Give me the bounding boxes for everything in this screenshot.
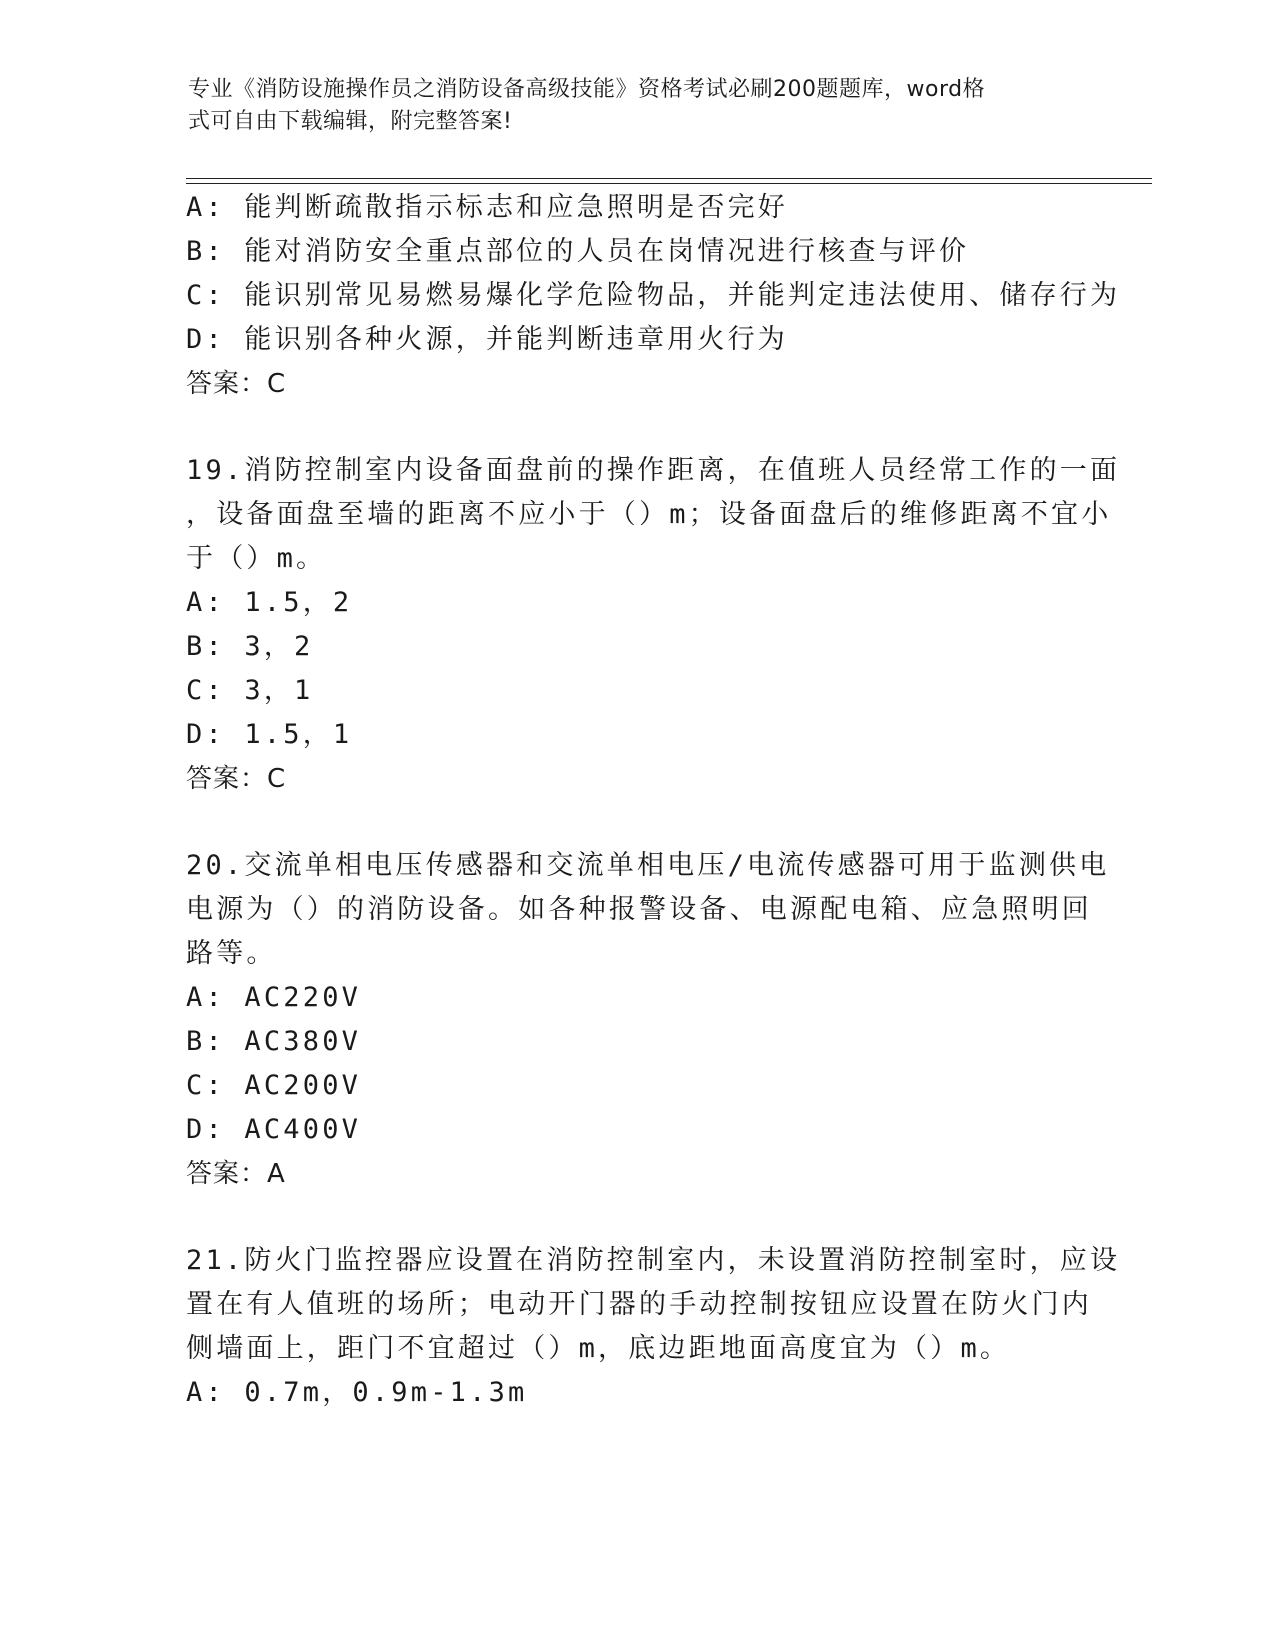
q21-stem-line-2: 置在有人值班的场所；电动开门器的手动控制按钮应设置在防火门内	[186, 1289, 1092, 1320]
q19-option-b: B: 3，2	[186, 631, 314, 662]
header-title-line-1: 专业《消防设施操作员之消防设备高级技能》资格考试必刷200题题库，word格	[188, 77, 986, 102]
q20-option-d: D: AC400V	[186, 1114, 362, 1145]
q20-option-a: A: AC220V	[186, 982, 362, 1013]
q20-stem-line-3: 路等。	[186, 938, 277, 969]
q21-option-a: A: 0.7m，0.9m-1.3m	[186, 1377, 528, 1408]
q19-option-a: A: 1.5，2	[186, 587, 353, 618]
q18-option-d: D: 能识别各种火源，并能判断违章用火行为	[186, 324, 788, 355]
q18-answer: 答案：C	[186, 369, 287, 399]
q18-option-a: A: 能判断疏散指示标志和应急照明是否完好	[186, 192, 788, 223]
header-title-line-2: 式可自由下载编辑，附完整答案!	[188, 109, 513, 134]
q19-stem-line-1: 19.消防控制室内设备面盘前的操作距离，在值班人员经常工作的一面	[186, 455, 1121, 486]
q19-stem-line-3: 于（）m。	[186, 543, 327, 574]
q21-stem-line-1: 21.防火门监控器应设置在消防控制室内，未设置消防控制室时，应设	[186, 1245, 1121, 1276]
q20-option-b: B: AC380V	[186, 1026, 362, 1057]
q20-stem-line-1: 20.交流单相电压传感器和交流单相电压/电流传感器可用于监测供电	[186, 850, 1110, 881]
q19-option-d: D: 1.5，1	[186, 719, 353, 750]
q19-stem-line-2: ，设备面盘至墙的距离不应小于（）m；设备面盘后的维修距离不宜小	[186, 499, 1112, 530]
q20-stem-line-2: 电源为（）的消防设备。如各种报警设备、电源配电箱、应急照明回	[186, 894, 1092, 925]
document-header	[188, 74, 1088, 138]
q18-option-b: B: 能对消防安全重点部位的人员在岗情况进行核查与评价	[186, 236, 970, 267]
q19-option-c: C: 3，1	[186, 675, 314, 706]
q21-stem-line-3: 侧墙面上，距门不宜超过（）m，底边距地面高度宜为（）m。	[186, 1333, 1011, 1364]
header-divider-bottom	[186, 183, 1152, 184]
q18-option-c: C: 能识别常见易燃易爆化学危险物品，并能判定违法使用、储存行为	[186, 280, 1121, 311]
q20-answer: 答案：A	[186, 1159, 286, 1189]
header-divider-top	[186, 178, 1152, 179]
q20-option-c: C: AC200V	[186, 1070, 362, 1101]
q19-answer: 答案：C	[186, 764, 287, 794]
